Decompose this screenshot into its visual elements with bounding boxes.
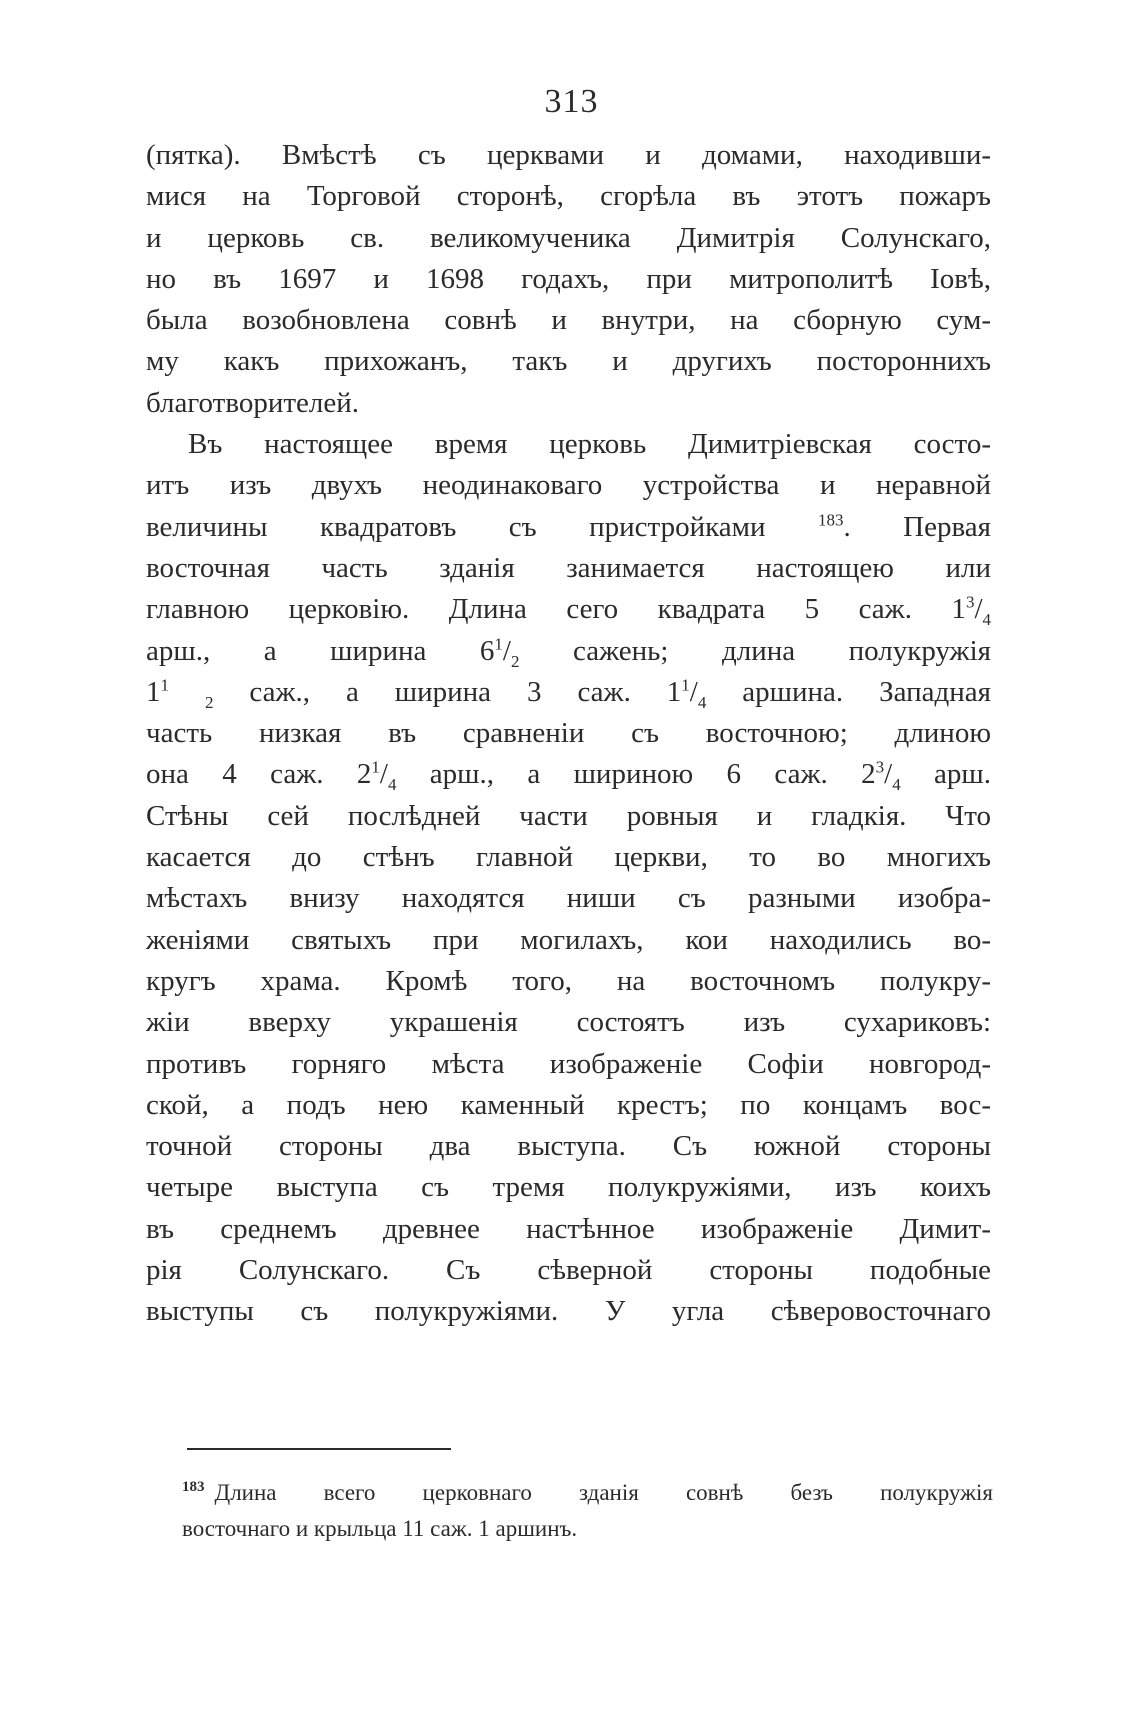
text-line: и церковь св. великомученика Димитрія Солунскаго,: [146, 221, 991, 254]
text-line-with-fraction: [146, 754, 991, 795]
fraction-numerator: 1: [681, 675, 690, 695]
text-span: сажень; длина полукружія: [519, 634, 991, 667]
fraction-denominator: 4: [387, 775, 397, 795]
text-span: арш.: [900, 758, 992, 791]
text-line: кругъ храма. Кромѣ того, на восточномъ полукру-: [146, 964, 991, 997]
fraction-denominator: 2: [204, 692, 214, 712]
text-line: противъ горняго мѣста изображеніе Софіи новгород-: [146, 1047, 991, 1080]
fraction-denominator: 2: [510, 651, 520, 671]
page-number: 313: [544, 83, 599, 120]
footnote-mark: 183: [182, 1479, 205, 1496]
text-span: . Первая: [843, 510, 992, 543]
footnote-line: восточнаго и крыльца 11 саж. 1 аршинъ.: [182, 1516, 578, 1541]
text-line: точной стороны два выступа. Съ южной стороны: [146, 1130, 991, 1163]
main-text: [146, 135, 991, 1333]
text-span: арш., а ширина 6: [146, 634, 495, 667]
fraction-slash: /: [974, 593, 983, 626]
text-line: ской, а подъ нею каменный крестъ; по концамъ вос-: [146, 1088, 991, 1121]
footnote: [182, 1475, 993, 1547]
text-line: мѣстахъ внизу находятся ниши съ разными изобра-: [146, 882, 991, 915]
fraction-slash: /: [689, 675, 698, 708]
fraction-slash: /: [379, 758, 388, 791]
fraction-numerator: 3: [875, 757, 885, 777]
fraction-numerator: 1: [160, 675, 169, 695]
text-line-with-fraction: [146, 672, 991, 713]
fraction-numerator: 1: [371, 757, 380, 777]
text-span: арш., а шириною 6 саж. 2: [396, 758, 876, 791]
text-line-with-fraction: [146, 631, 991, 672]
text-line: четыре выступа съ тремя полукружіями, изъ коихъ: [146, 1171, 991, 1204]
footnote-divider: [187, 1448, 451, 1450]
text-line: жіи вверху украшенія состоятъ изъ сухариковъ:: [146, 1006, 991, 1039]
text-line: Въ настоящее время церковь Димитріевская состо-: [188, 428, 991, 461]
footnote-ref: 183: [817, 510, 844, 530]
text-line: но въ 1697 и 1698 годахъ, при митрополитѣ Іовѣ,: [146, 262, 991, 295]
fraction-denominator: 4: [697, 692, 707, 712]
fraction-slash: /: [884, 758, 893, 791]
text-span: она 4 саж. 2: [146, 758, 372, 791]
text-line: часть низкая въ сравненіи съ восточною; длиною: [146, 717, 991, 750]
text-span: 1: [146, 675, 161, 708]
text-line-with-footnote-ref: [146, 507, 991, 548]
fraction-denominator: 4: [892, 775, 901, 795]
text-line: Стѣны сей послѣдней части ровныя и гладкія. Что: [146, 799, 991, 832]
text-span: аршина. Западная: [706, 675, 991, 708]
text-line: была возобновлена совнѣ и внутри, на сборную сум-: [146, 304, 991, 337]
fraction-numerator: 1: [494, 633, 503, 653]
fraction-slash: /: [502, 634, 511, 667]
text-span: величины квадратовъ съ пристройками: [146, 510, 766, 543]
text-line-with-fraction: [146, 589, 991, 630]
footnote-text: Длина всего церковнаго зданія совнѣ безъ полукружія: [214, 1480, 993, 1505]
text-line: женіями святыхъ при могилахъ, кои находились во-: [146, 923, 991, 956]
text-span: главною церковію. Длина сего квадрата 5 саж. 1: [146, 593, 966, 626]
text-span: саж., а ширина 3 саж. 1: [213, 675, 682, 708]
text-line: мися на Торговой сторонѣ, сгорѣла въ этотъ пожаръ: [146, 180, 991, 213]
text-line: восточная часть зданія занимается настоящею или: [146, 551, 991, 584]
text-line: рія Солунскаго. Съ сѣверной стороны подобные: [146, 1254, 991, 1287]
text-line: итъ изъ двухъ неодинаковаго устройства и неравной: [146, 469, 991, 502]
text-line: благотворителей.: [146, 386, 360, 419]
text-line: му какъ прихожанъ, такъ и другихъ постороннихъ: [146, 345, 991, 378]
text-line: касается до стѣнъ главной церкви, то во многихъ: [146, 841, 991, 874]
text-line: въ среднемъ древнее настѣнное изображеніе Димит-: [146, 1212, 991, 1245]
fraction-numerator: 3: [965, 592, 975, 612]
footnote-line: [182, 1475, 993, 1511]
text-line: (пятка). Вмѣстѣ съ церквами и домами, находивши-: [146, 139, 991, 171]
text-line: выступы съ полукружіями. У угла сѣверовосточнаго: [146, 1295, 991, 1328]
fraction-denominator: 4: [982, 610, 991, 630]
